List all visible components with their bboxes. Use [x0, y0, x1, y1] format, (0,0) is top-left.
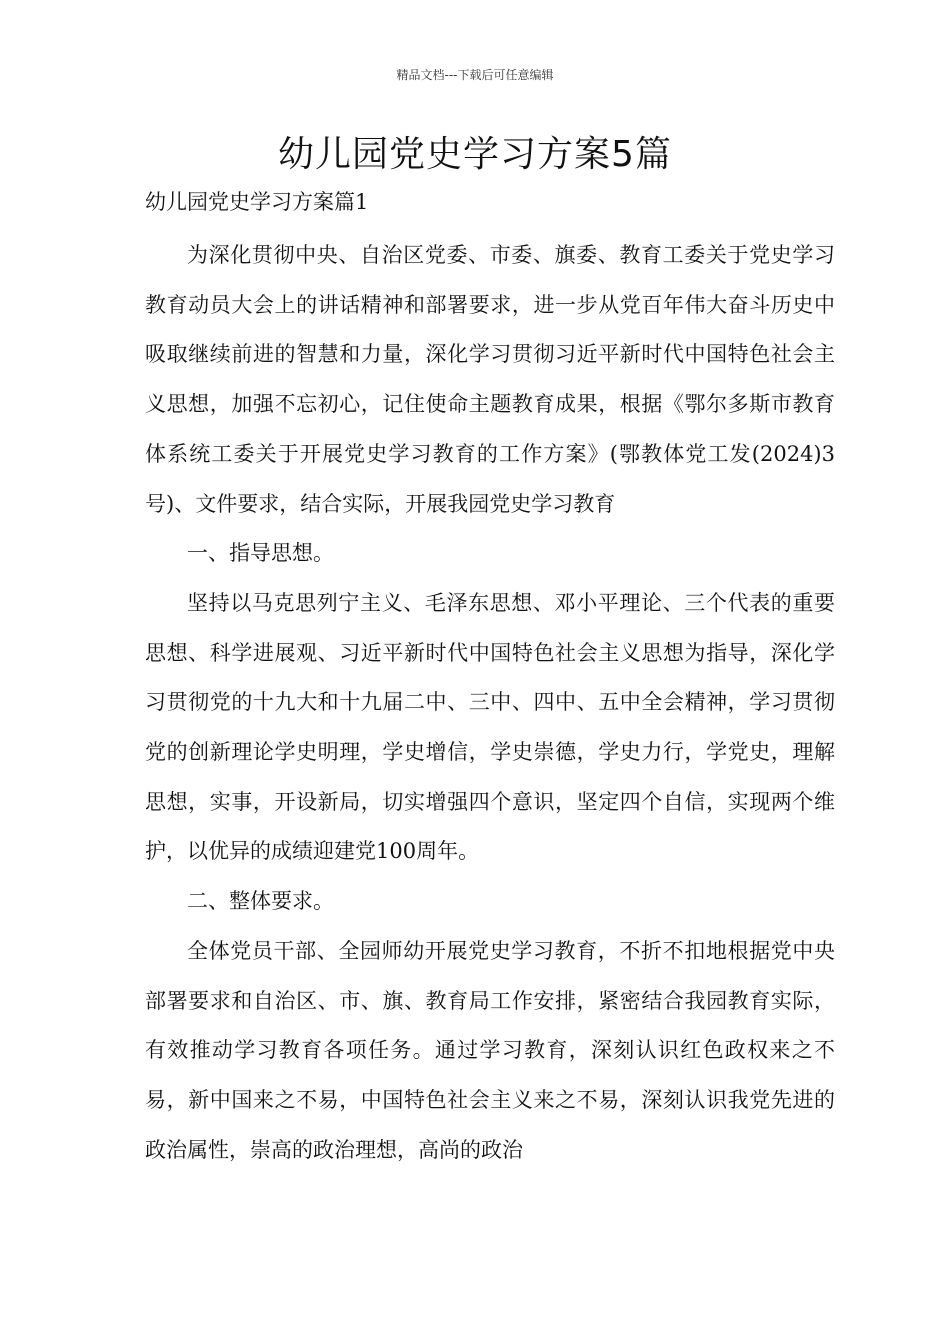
- heading-guiding-thought: 一、指导思想。: [187, 541, 334, 566]
- paragraph-overall-requirements: 全体党员干部、全园师幼开展党史学习教育，不折不扣地根据党中央部署要求和自治区、市、旗、教育局工作安排，紧密结合我园教育实际，有效推动学习教育各项任务。通过学习教育，深刻认识红色政权来之不易，新中国来之不易，中国特色社会主义来之不易，深刻认识我党先进的政治属性，崇高的政治理想，高尚的政治: [145, 938, 835, 1162]
- paragraph-guiding-thought: 坚持以马克思列宁主义、毛泽东思想、邓小平理论、三个代表的重要思想、科学进展观、习近平新时代中国特色社会主义思想为指导，深化学习贯彻党的十九大和十九届二中、三中、四中、五中全会精神，学习贯彻党的创新理论学史明理，学史增信，学史崇德，学史力行，学党史，理解思想，实事，开设新局，切实增强四个意识，坚定四个自信，实现两个维护，以优异的成绩迎建党100周年。: [145, 590, 835, 864]
- paragraph-intro: 为深化贯彻中央、自治区党委、市委、旗委、教育工委关于党史学习教育动员大会上的讲话精神和部署要求，进一步从党百年伟大奋斗历史中吸取继续前进的智慧和力量，深化学习贯彻习近平新时代中国特色社会主义思想，加强不忘初心，记住使命主题教育成果，根据《鄂尔多斯市教育体系统工委关于开展党史学习教育的工作方案》(鄂教体党工发(2024)3号)、文件要求，结合实际，开展我园党史学习教育: [145, 243, 835, 516]
- section-subtitle: 幼儿园党史学习方案篇1: [145, 190, 369, 214]
- heading-overall-requirements: 二、整体要求。: [187, 889, 334, 914]
- document-title: 幼儿园党史学习方案5篇: [278, 134, 672, 175]
- document-body: [145, 231, 835, 1175]
- header-note: 精品文档---下载后可任意编辑: [396, 68, 554, 82]
